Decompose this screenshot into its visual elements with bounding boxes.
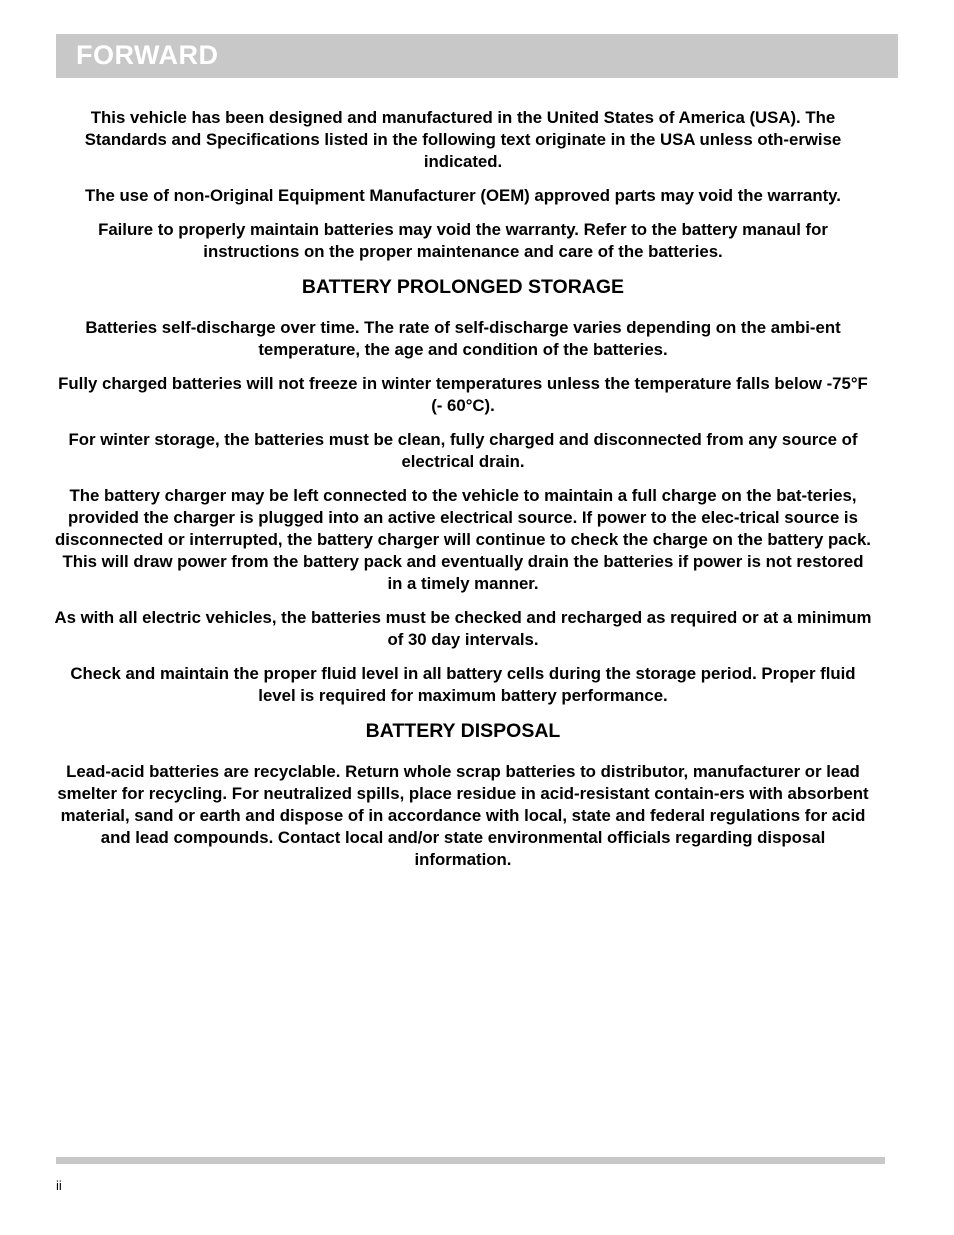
storage-paragraph: The battery charger may be left connected to the vehicle to maintain a full charge on the bat-teries, provided the charger is plugged into an active electrical source. If power to the elec-trical source is disconnected or interrupted, the battery charger will continue to check the charge on the battery pack. This will draw power from the battery pack and eventually drain the batteries if power is not restored in a timely manner.: [55, 486, 871, 593]
storage-paragraph: Check and maintain the proper fluid level in all battery cells during the storage period. Proper fluid level is required for maximum battery performance.: [70, 664, 856, 705]
document-body: [54, 107, 872, 883]
disposal-paragraph: Lead-acid batteries are recyclable. Return whole scrap batteries to distributor, manufacturer or lead smelter for recycling. For neutralized spills, place residue in acid-resistant contain-ers with absorbent material, sand or earth and dispose of in accordance with local, state and federal regulations for acid and lead compounds. Contact local and/or state environmental officials regarding disposal information.: [57, 762, 869, 869]
page-number: ii: [56, 1178, 62, 1193]
section-header-bar: [56, 34, 898, 78]
storage-paragraph: As with all electric vehicles, the batteries must be checked and recharged as required or at a minimum of 30 day intervals.: [54, 608, 872, 649]
page-title: FORWARD: [76, 40, 219, 70]
disposal-heading: BATTERY DISPOSAL: [365, 720, 561, 742]
footer-divider: [56, 1157, 885, 1164]
storage-paragraph: Fully charged batteries will not freeze in winter temperatures unless the temperature falls below -75°F (- 60°C).: [58, 374, 868, 415]
intro-paragraph: This vehicle has been designed and manufactured in the United States of America (USA). The Standards and Specifications listed in the following text originate in the USA unless oth-erwise indicated.: [84, 108, 842, 171]
intro-paragraph: Failure to properly maintain batteries may void the warranty. Refer to the battery manaul for instructions on the proper maintenance and care of the batteries.: [98, 220, 828, 261]
storage-paragraph: Batteries self-discharge over time. The rate of self-discharge varies depending on the ambi-ent temperature, the age and condition of the batteries.: [85, 318, 841, 359]
storage-paragraph: For winter storage, the batteries must be clean, fully charged and disconnected from any source of electrical drain.: [68, 430, 858, 471]
storage-heading: BATTERY PROLONGED STORAGE: [301, 276, 625, 298]
intro-paragraph: The use of non-Original Equipment Manufacturer (OEM) approved parts may void the warranty.: [85, 186, 841, 205]
